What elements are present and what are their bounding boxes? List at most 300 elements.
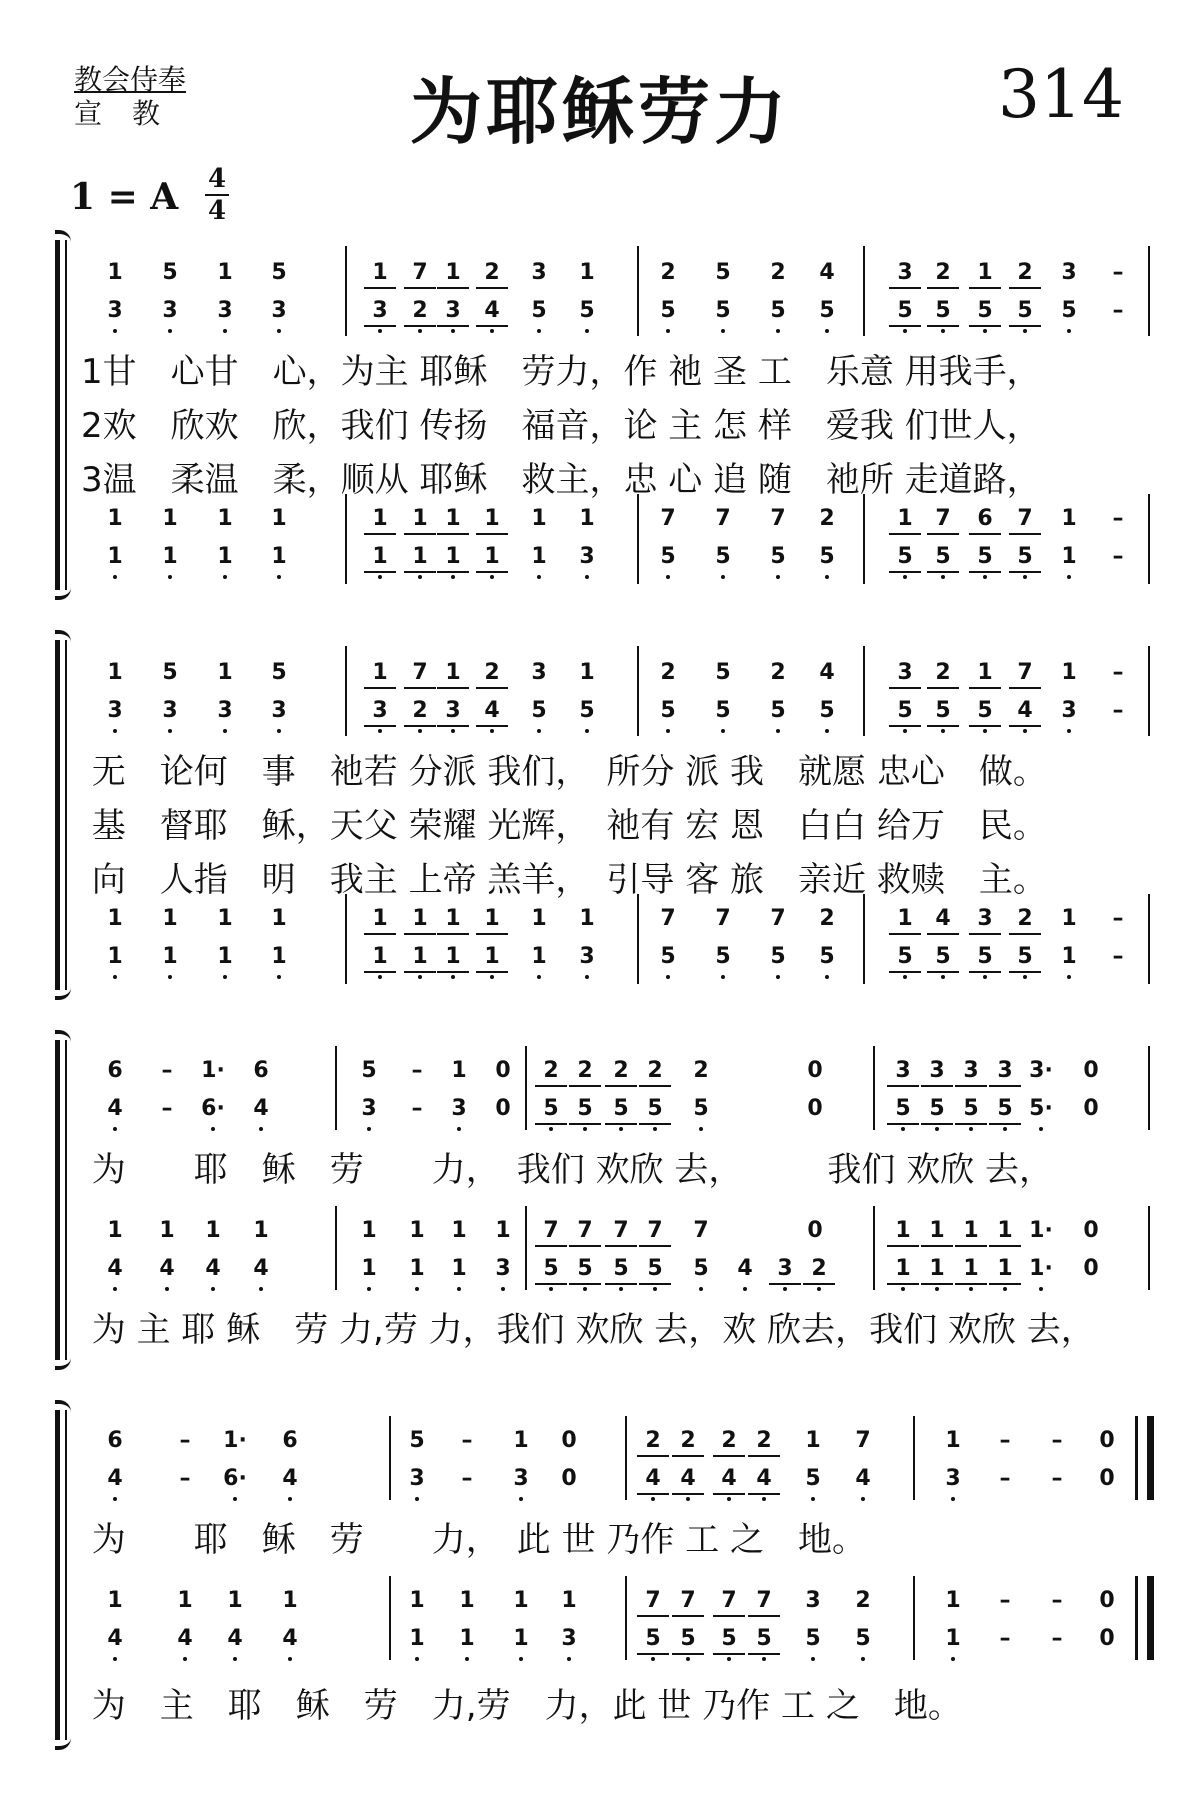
note: 5 bbox=[1005, 296, 1045, 326]
note: 0 bbox=[561, 1466, 577, 1491]
note: 1 bbox=[227, 1588, 243, 1613]
barline bbox=[389, 1576, 391, 1660]
note: 5 bbox=[681, 1094, 721, 1124]
note: 1 bbox=[400, 542, 440, 572]
note: 1 bbox=[965, 658, 1005, 688]
note: 1 bbox=[360, 504, 400, 534]
note: 1 bbox=[271, 906, 287, 931]
note: 3 bbox=[917, 1056, 957, 1086]
note: 3 bbox=[567, 942, 607, 972]
note: 1 bbox=[579, 660, 595, 685]
barline bbox=[913, 1576, 915, 1660]
note: 7 bbox=[601, 1216, 641, 1246]
note: 7 bbox=[855, 1428, 871, 1453]
lyric-verse-1: 1甘 心甘 心，为主 耶稣 劳力，作 祂 圣 工 乐意 用我手， bbox=[81, 352, 1041, 392]
note: 0 bbox=[1083, 1256, 1099, 1281]
note: 1 bbox=[349, 1254, 389, 1284]
note: 1 bbox=[433, 658, 473, 688]
barline bbox=[873, 1046, 875, 1130]
note: 5 bbox=[668, 1624, 708, 1654]
note: – bbox=[999, 1428, 1011, 1453]
note: 2 bbox=[601, 1056, 641, 1086]
note: 1 bbox=[883, 1254, 923, 1284]
final-barline bbox=[1135, 1576, 1154, 1660]
note: 4 bbox=[709, 1464, 749, 1494]
note: 7 bbox=[660, 506, 676, 531]
note: 2 bbox=[660, 660, 676, 685]
note: 6 bbox=[282, 1428, 298, 1453]
note: 4 bbox=[819, 660, 835, 685]
note: 1 bbox=[965, 258, 1005, 288]
note: 0 bbox=[495, 1096, 511, 1121]
note: 3 bbox=[360, 696, 400, 726]
note: 3 bbox=[95, 296, 135, 326]
note: 1 bbox=[472, 942, 512, 972]
note: 1 bbox=[107, 906, 123, 931]
barline bbox=[1148, 894, 1150, 984]
note: 4 bbox=[472, 296, 512, 326]
note: 3 bbox=[549, 1624, 589, 1654]
note: 3 bbox=[360, 296, 400, 326]
note: 3 bbox=[567, 542, 607, 572]
note: 0 bbox=[807, 1058, 823, 1083]
note: – bbox=[461, 1466, 473, 1491]
note: 4 bbox=[95, 1254, 135, 1284]
note: 5 bbox=[758, 696, 798, 726]
note: 1 bbox=[513, 1428, 529, 1453]
note: – bbox=[1112, 298, 1124, 323]
note: 2 bbox=[472, 258, 512, 288]
note: 3· bbox=[1029, 1058, 1053, 1083]
note: 1 bbox=[985, 1216, 1025, 1246]
barline bbox=[345, 894, 347, 984]
note: 5 bbox=[951, 1094, 991, 1124]
note: 4 bbox=[843, 1464, 883, 1494]
note: 3 bbox=[205, 696, 245, 726]
note: 5 bbox=[635, 1094, 675, 1124]
barline bbox=[637, 494, 639, 584]
note: 3 bbox=[349, 1094, 389, 1124]
lyric-verse-3: 向 人指 明 我主 上帝 羔羊， 引导 客 旅 亲近 救赎 主。 bbox=[81, 860, 1047, 900]
note: 3 bbox=[439, 1094, 479, 1124]
lyric-verse-2: 2欢 欣欢 欣，我们 传扬 福音，论 主 怎 样 爱我 们世人， bbox=[81, 406, 1041, 446]
note: 5 bbox=[885, 696, 925, 726]
note: 2 bbox=[400, 296, 440, 326]
note: 1 bbox=[107, 1588, 123, 1613]
note: 2 bbox=[744, 1426, 784, 1456]
note: 5 bbox=[1049, 296, 1089, 326]
note: 3 bbox=[765, 1254, 805, 1284]
final-barline bbox=[1135, 1416, 1154, 1500]
note: 1 bbox=[253, 1218, 269, 1243]
note: 5 bbox=[531, 1094, 571, 1124]
note: 5 bbox=[843, 1624, 883, 1654]
note: 1 bbox=[579, 506, 595, 531]
note: 1 bbox=[519, 542, 559, 572]
note: 1 bbox=[945, 1428, 961, 1453]
note: 1 bbox=[205, 542, 245, 572]
barline bbox=[345, 494, 347, 584]
note: 5 bbox=[883, 1094, 923, 1124]
barline bbox=[345, 246, 347, 336]
note: 5 bbox=[807, 942, 847, 972]
note: 1 bbox=[360, 542, 400, 572]
note: 4 bbox=[270, 1624, 310, 1654]
note: 5 bbox=[703, 296, 743, 326]
note: 4 bbox=[633, 1464, 673, 1494]
note: 7 bbox=[709, 1586, 749, 1616]
note: 1 bbox=[107, 660, 123, 685]
note: 5 bbox=[965, 542, 1005, 572]
note: 1 bbox=[400, 904, 440, 934]
note: 1 bbox=[361, 1218, 377, 1243]
note: 7 bbox=[715, 906, 731, 931]
note: 0 bbox=[1099, 1466, 1115, 1491]
note: 1 bbox=[501, 1624, 541, 1654]
note: 1 bbox=[561, 1588, 577, 1613]
barline bbox=[863, 494, 865, 584]
note: 1 bbox=[1049, 942, 1089, 972]
note: 4 bbox=[241, 1094, 281, 1124]
note: 7 bbox=[668, 1586, 708, 1616]
note: 0 bbox=[1099, 1588, 1115, 1613]
note: 1 bbox=[217, 906, 233, 931]
note: 1 bbox=[917, 1216, 957, 1246]
note: 7 bbox=[1005, 504, 1045, 534]
barline bbox=[625, 1576, 627, 1660]
note: 7 bbox=[770, 906, 786, 931]
note: 1 bbox=[397, 1624, 437, 1654]
note: 1· bbox=[223, 1428, 247, 1453]
key-signature: 1 = A bbox=[70, 176, 179, 218]
note: 1 bbox=[409, 1218, 425, 1243]
note: 1 bbox=[107, 260, 123, 285]
note: 3 bbox=[965, 904, 1005, 934]
note: 2 bbox=[693, 1058, 709, 1083]
note: 4 bbox=[241, 1254, 281, 1284]
note: 1 bbox=[107, 1218, 123, 1243]
note: 1 bbox=[217, 260, 233, 285]
note: 1 bbox=[933, 1624, 973, 1654]
note: 3 bbox=[483, 1254, 523, 1284]
barline bbox=[335, 1206, 337, 1290]
note: 5· bbox=[1021, 1094, 1061, 1124]
note: 7 bbox=[565, 1216, 605, 1246]
note: – bbox=[1112, 506, 1124, 531]
note: 1 bbox=[1061, 906, 1077, 931]
note: 5 bbox=[567, 696, 607, 726]
note: 1 bbox=[400, 942, 440, 972]
note: 4 bbox=[668, 1464, 708, 1494]
note: 5 bbox=[648, 296, 688, 326]
note: 0 bbox=[807, 1096, 823, 1121]
note: 5 bbox=[681, 1254, 721, 1284]
note: – bbox=[1051, 1466, 1063, 1491]
note: 5 bbox=[885, 942, 925, 972]
note: 5 bbox=[565, 1254, 605, 1284]
note: – bbox=[1112, 660, 1124, 685]
note: 1 bbox=[360, 904, 400, 934]
score-system-4 bbox=[55, 1410, 1155, 1740]
note: 3 bbox=[259, 696, 299, 726]
note: – bbox=[999, 1466, 1011, 1491]
score-system-2 bbox=[55, 640, 1155, 990]
barline bbox=[1148, 1206, 1150, 1290]
note: 1 bbox=[95, 942, 135, 972]
note: 2 bbox=[799, 1254, 839, 1284]
note: 4 bbox=[215, 1624, 255, 1654]
note: 5 bbox=[885, 542, 925, 572]
note: 7 bbox=[660, 906, 676, 931]
note: – bbox=[179, 1428, 191, 1453]
barline bbox=[389, 1416, 391, 1500]
note: 3 bbox=[885, 258, 925, 288]
note: 1 bbox=[162, 906, 178, 931]
note: 7 bbox=[633, 1586, 673, 1616]
note: 7 bbox=[400, 658, 440, 688]
hymn-number: 314 bbox=[998, 56, 1124, 133]
note: 1 bbox=[531, 506, 547, 531]
note: 0 bbox=[1083, 1218, 1099, 1243]
note: 5 bbox=[965, 942, 1005, 972]
note: 3 bbox=[433, 296, 473, 326]
note: 7 bbox=[693, 1218, 709, 1243]
note: 1 bbox=[1061, 506, 1077, 531]
barline bbox=[525, 1046, 527, 1130]
note: 1 bbox=[162, 506, 178, 531]
lyric-upper: 为 耶 稣 劳 力， 此 世 乃作 工 之 地。 bbox=[81, 1520, 867, 1560]
note: 5 bbox=[567, 296, 607, 326]
note: 1 bbox=[531, 906, 547, 931]
note: 1 bbox=[513, 1588, 529, 1613]
time-signature-bottom: 4 bbox=[207, 196, 227, 226]
note: 5 bbox=[531, 1254, 571, 1284]
note: 1 bbox=[1061, 660, 1077, 685]
note: 2 bbox=[400, 696, 440, 726]
note: 5 bbox=[162, 660, 178, 685]
note: – bbox=[1051, 1626, 1063, 1651]
note: 2 bbox=[1005, 904, 1045, 934]
note: 4 bbox=[147, 1254, 187, 1284]
note: 3 bbox=[883, 1056, 923, 1086]
note: 2 bbox=[565, 1056, 605, 1086]
note: 5 bbox=[703, 942, 743, 972]
note: 4 bbox=[95, 1464, 135, 1494]
note: 5 bbox=[758, 942, 798, 972]
note: 4 bbox=[725, 1254, 765, 1284]
note: 4 bbox=[165, 1624, 205, 1654]
note: 1· bbox=[1021, 1254, 1061, 1284]
note: 1 bbox=[217, 506, 233, 531]
note: 1 bbox=[519, 942, 559, 972]
note: 5 bbox=[923, 942, 963, 972]
note: 2 bbox=[819, 506, 835, 531]
note: 5 bbox=[601, 1254, 641, 1284]
note: – bbox=[411, 1096, 423, 1121]
note: 3 bbox=[259, 296, 299, 326]
note: 5 bbox=[715, 660, 731, 685]
note: – bbox=[1112, 906, 1124, 931]
note: 7 bbox=[744, 1586, 784, 1616]
note: 1 bbox=[259, 542, 299, 572]
note: 5 bbox=[807, 296, 847, 326]
barline bbox=[1148, 646, 1150, 736]
barline bbox=[637, 246, 639, 336]
note: 1 bbox=[439, 1254, 479, 1284]
note: – bbox=[1112, 944, 1124, 969]
note: 5 bbox=[703, 542, 743, 572]
note: 5 bbox=[409, 1428, 425, 1453]
note: 7 bbox=[400, 258, 440, 288]
score-system-1 bbox=[55, 240, 1155, 590]
note: 5 bbox=[635, 1254, 675, 1284]
lyric-verse-1: 无 论何 事 祂若 分派 我们， 所分 派 我 就愿 忠心 做。 bbox=[81, 752, 1047, 792]
note: 5 bbox=[965, 696, 1005, 726]
note: 1 bbox=[805, 1428, 821, 1453]
note: 0 bbox=[1099, 1626, 1115, 1651]
note: 3 bbox=[531, 260, 547, 285]
note: 6 bbox=[253, 1058, 269, 1083]
note: 5 bbox=[807, 696, 847, 726]
note: 5 bbox=[923, 542, 963, 572]
note: 1 bbox=[459, 1588, 475, 1613]
note: 4 bbox=[1005, 696, 1045, 726]
note: 0 bbox=[807, 1218, 823, 1243]
note: 1 bbox=[472, 904, 512, 934]
note: 5 bbox=[271, 660, 287, 685]
note: – bbox=[1112, 698, 1124, 723]
note: 5 bbox=[793, 1464, 833, 1494]
barline bbox=[863, 246, 865, 336]
note: 1 bbox=[282, 1588, 298, 1613]
note: 5 bbox=[758, 296, 798, 326]
score-system-3 bbox=[55, 1040, 1155, 1360]
note: 4 bbox=[744, 1464, 784, 1494]
barline bbox=[525, 1206, 527, 1290]
note: 5 bbox=[648, 696, 688, 726]
system-brace-line bbox=[65, 240, 67, 590]
note: 1 bbox=[883, 1216, 923, 1246]
note: 4 bbox=[193, 1254, 233, 1284]
note: 5 bbox=[519, 296, 559, 326]
note: 1 bbox=[107, 506, 123, 531]
note: 1 bbox=[1049, 542, 1089, 572]
lyric-verse-3: 3温 柔温 柔，顺从 耶稣 救主，忠 心 追 随 祂所 走道路， bbox=[81, 460, 1041, 500]
note: 7 bbox=[635, 1216, 675, 1246]
note: 2 bbox=[660, 260, 676, 285]
barline bbox=[335, 1046, 337, 1130]
barline bbox=[1148, 246, 1150, 336]
note: 1 bbox=[579, 260, 595, 285]
barline bbox=[637, 646, 639, 736]
barline bbox=[873, 1206, 875, 1290]
note: 1 bbox=[945, 1588, 961, 1613]
note: 1· bbox=[201, 1058, 225, 1083]
note: 3 bbox=[885, 658, 925, 688]
barline bbox=[1148, 494, 1150, 584]
note: 1 bbox=[397, 1254, 437, 1284]
note: 5 bbox=[162, 260, 178, 285]
page-title: 为耶稣劳力 bbox=[409, 69, 790, 154]
note: – bbox=[1112, 544, 1124, 569]
note: 1 bbox=[205, 942, 245, 972]
barline bbox=[625, 1416, 627, 1500]
note: 1 bbox=[447, 1624, 487, 1654]
note: 1 bbox=[985, 1254, 1025, 1284]
note: 5 bbox=[709, 1624, 749, 1654]
note: 4 bbox=[95, 1624, 135, 1654]
note: 2 bbox=[923, 258, 963, 288]
note: 3 bbox=[1061, 260, 1077, 285]
system-brace-line bbox=[65, 1040, 67, 1360]
note: 0 bbox=[495, 1058, 511, 1083]
note: 1 bbox=[433, 258, 473, 288]
note: 1 bbox=[360, 658, 400, 688]
note: 5 bbox=[965, 296, 1005, 326]
note: 1 bbox=[579, 906, 595, 931]
note: 3 bbox=[501, 1464, 541, 1494]
note: 2 bbox=[1005, 258, 1045, 288]
note: 1 bbox=[885, 504, 925, 534]
note: 1 bbox=[951, 1254, 991, 1284]
system-brace-line bbox=[65, 640, 67, 990]
time-signature bbox=[205, 166, 229, 224]
note: 2 bbox=[923, 658, 963, 688]
note: 5 bbox=[923, 296, 963, 326]
note: 3 bbox=[985, 1056, 1025, 1086]
note: 5 bbox=[917, 1094, 957, 1124]
lyric-upper: 为 耶 稣 劳 力， 我们 欢欣 去， 我们 欢欣 去， bbox=[81, 1150, 1054, 1190]
barline bbox=[863, 894, 865, 984]
note: 5 bbox=[985, 1094, 1025, 1124]
note: – bbox=[179, 1466, 191, 1491]
barline bbox=[345, 646, 347, 736]
note: 0 bbox=[561, 1428, 577, 1453]
note: – bbox=[411, 1058, 423, 1083]
note: 1 bbox=[360, 258, 400, 288]
barline bbox=[863, 646, 865, 736]
note: 6· bbox=[193, 1094, 233, 1124]
barline bbox=[637, 894, 639, 984]
note: 4 bbox=[472, 696, 512, 726]
note: 2 bbox=[770, 260, 786, 285]
note: 7 bbox=[715, 506, 731, 531]
note: 5 bbox=[793, 1624, 833, 1654]
note: 6 bbox=[965, 504, 1005, 534]
barline bbox=[1148, 1046, 1150, 1130]
note: 4 bbox=[923, 904, 963, 934]
note: 0 bbox=[1083, 1096, 1099, 1121]
note: 7 bbox=[1005, 658, 1045, 688]
note: 5 bbox=[565, 1094, 605, 1124]
system-brace-line bbox=[65, 1410, 67, 1740]
note: 1 bbox=[205, 1218, 221, 1243]
note: 1 bbox=[495, 1218, 511, 1243]
note: 2 bbox=[472, 658, 512, 688]
note: 2 bbox=[855, 1588, 871, 1613]
note: 3 bbox=[531, 660, 547, 685]
note: 7 bbox=[923, 504, 963, 534]
note: 2 bbox=[819, 906, 835, 931]
note: 3 bbox=[433, 696, 473, 726]
note: 2 bbox=[633, 1426, 673, 1456]
note: 1 bbox=[451, 1058, 467, 1083]
note: 2 bbox=[709, 1426, 749, 1456]
note: 3 bbox=[805, 1588, 821, 1613]
note: – bbox=[161, 1058, 173, 1083]
note: 1 bbox=[472, 504, 512, 534]
note: 5 bbox=[715, 260, 731, 285]
